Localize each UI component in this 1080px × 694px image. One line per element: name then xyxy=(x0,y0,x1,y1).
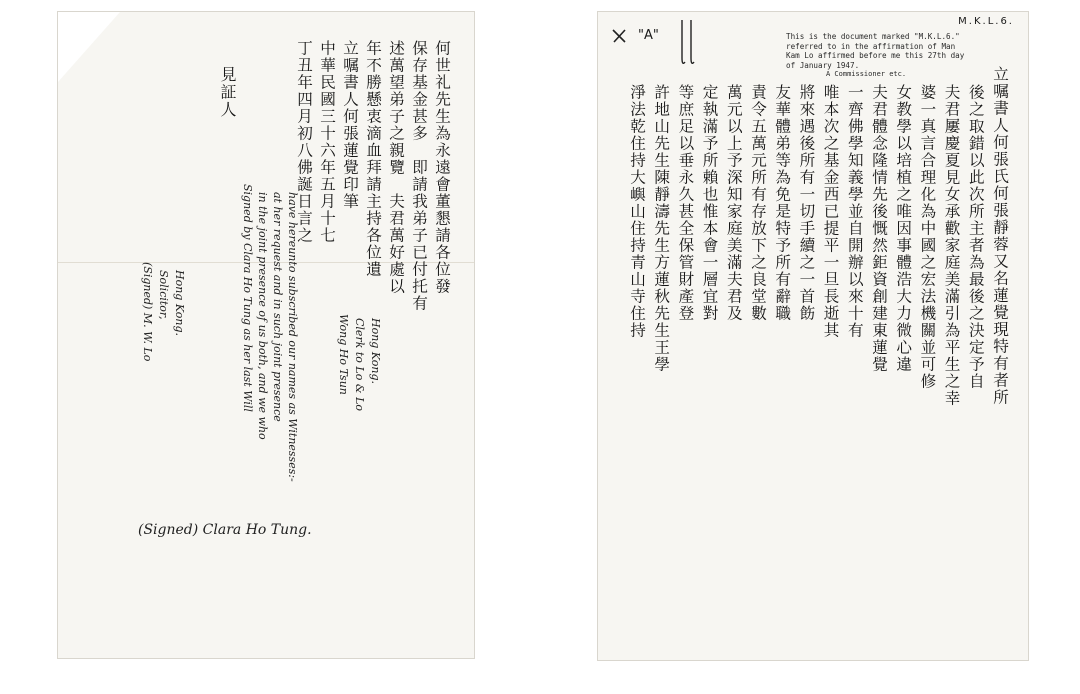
chinese-column: 立嘱書人何張氏何張靜蓉又名蓮覺現特有者所 xyxy=(991,66,1009,406)
attestation-line: at her request and in such joint presence xyxy=(271,192,284,422)
attestation-line: have hereunto subscribed our names as Witnesses:- xyxy=(286,192,299,482)
chinese-column: 責令五萬元所有存放下之良堂數 xyxy=(749,84,767,322)
chinese-column: 保存基金甚多 即請我弟子已付托有 xyxy=(410,40,428,312)
chinese-column: 中華民國三十六年五月十七 xyxy=(318,40,336,244)
chinese-column: 年不勝懸衷滴血拜請主持各位遺 xyxy=(364,40,382,278)
reference-code: M.K.L.6. xyxy=(958,16,1014,27)
typed-line: Kam Lo affirmed before me this 27th day xyxy=(786,51,965,61)
chinese-column: 許地山先生陳靜濤先生方蓮秋先生王學 xyxy=(652,84,671,373)
witness-signature: Wong Ho Tsun xyxy=(337,314,350,395)
witness-title: Clerk to Lo & Lo xyxy=(353,318,366,412)
will-page-left xyxy=(58,12,474,658)
chinese-column: 淨法乾住持大嶼山住持青山寺住持 xyxy=(628,84,646,339)
chinese-column: 一齊佛學知義學並自開辦以來十有 xyxy=(845,84,864,339)
witness-location: Hong Kong. xyxy=(369,318,382,385)
chinese-column: 等庶足以垂永久甚全保管財產登 xyxy=(676,84,695,322)
chinese-column: 丁丑年四月初八佛誕日言之 xyxy=(295,40,313,244)
typed-line: referred to in the affirmation of Man xyxy=(786,41,956,51)
pen-scribble-icon xyxy=(676,18,700,70)
will-page-right xyxy=(598,12,1028,660)
exhibit-mark: "A" xyxy=(638,28,659,43)
chinese-column: 後之取錯以此次所主者為最後之決定予自 xyxy=(966,84,985,390)
folded-corner xyxy=(58,12,120,82)
chinese-column: 友華體弟等為免是特予所有辭職 xyxy=(773,84,792,322)
chinese-column: 夫君屢慶夏見女承歡家庭美滿引為平生之幸 xyxy=(942,84,961,407)
witness-title: Solicitor, xyxy=(157,270,170,320)
attestation-line: Signed by Clara Ho Tung as her last Will xyxy=(241,184,254,412)
chinese-column: 女教學以培植之唯因事體浩大力微心違 xyxy=(894,84,913,373)
typed-line: This is the document marked "M.K.L.6." xyxy=(786,32,960,41)
witness-signature: (Signed) M. W. Lo xyxy=(141,262,154,362)
chinese-column: 夫君體念隆情先後慨然鉅資創建東蓮覺 xyxy=(870,84,888,373)
chinese-column: 何世礼先生為永遠會董懇請各位發 xyxy=(433,40,451,295)
chinese-column: 將來遇後所有一切手續之一首飭 xyxy=(797,84,816,322)
witness-location: Hong Kong. xyxy=(173,270,186,337)
cross-mark-icon xyxy=(610,26,630,46)
testator-signature: (Signed) Clara Ho Tung. xyxy=(138,522,312,538)
chinese-column: 萬元以上予深知家庭美滿夫君及 xyxy=(724,84,743,322)
commissioner-line: A Commissioner etc. xyxy=(826,70,907,79)
typed-line: of January 1947. xyxy=(786,60,860,70)
affirmation-note xyxy=(786,32,1006,80)
chinese-column: 婆一真言合理化為中國之宏法機關並可修 xyxy=(918,84,937,390)
witness-heading: 見証人 xyxy=(218,66,237,119)
chinese-column: 唯本次之基金西已提平一旦長逝其 xyxy=(821,84,840,339)
chinese-column: 述萬望弟子之親覽 夫君萬好處以 xyxy=(387,40,405,295)
chinese-column: 立嘱書人何張蓮覺印筆 xyxy=(341,40,359,210)
attestation-line: in the joint presence of us both, and we who xyxy=(256,192,269,440)
chinese-column: 定執滿予所賴也惟本會一層宜對 xyxy=(700,84,719,322)
